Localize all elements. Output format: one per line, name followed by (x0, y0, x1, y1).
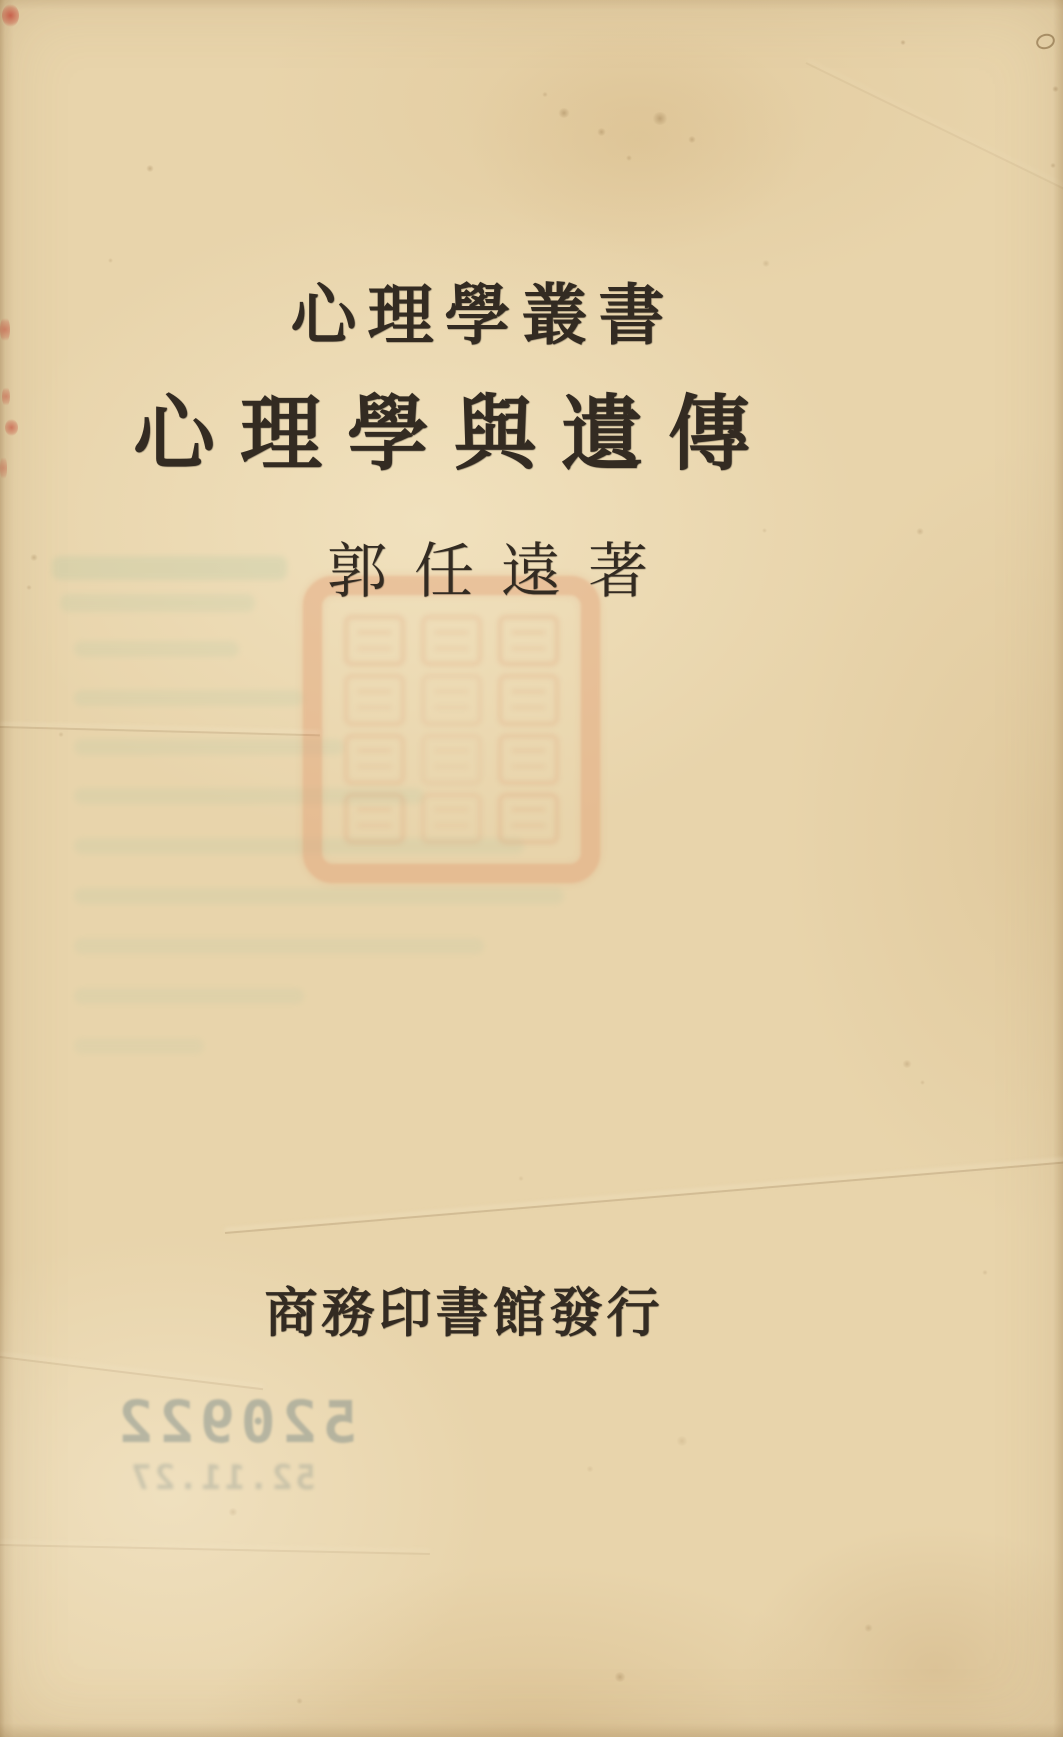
red-edge-mark (2, 4, 19, 27)
bleed-through-row (52, 556, 287, 580)
seal-script-glyphs (340, 611, 563, 848)
foxing-spot (762, 260, 770, 267)
foxing-spot (30, 554, 38, 561)
seal-glyph (421, 734, 482, 785)
series-title: 心理學叢書 (290, 280, 676, 353)
foxing-spot (542, 92, 548, 97)
foxing-spot (900, 40, 906, 45)
foxing-spot (558, 108, 570, 118)
book-title: 心理學與遺傳 (132, 389, 776, 480)
seal-glyph (421, 674, 482, 725)
foxing-spot (652, 112, 668, 125)
date-stamp-bleed: 52.11.27 (128, 1458, 316, 1498)
foxing-spot (597, 128, 606, 136)
accession-number-bleed: 520922 (112, 1388, 358, 1456)
foxing-spot (762, 528, 767, 533)
red-edge-mark (0, 316, 10, 343)
red-edge-mark (5, 419, 18, 436)
crease-line (0, 1356, 263, 1390)
seal-glyph (344, 615, 405, 666)
crease-line (0, 726, 320, 736)
foxing-spot (864, 1624, 873, 1632)
foxing-spot (26, 585, 32, 590)
bleed-through-row (74, 938, 484, 954)
seal-glyph (498, 793, 559, 844)
foxing-spot (518, 1176, 524, 1181)
bleed-through-row (74, 888, 564, 904)
foxing-spot (916, 528, 924, 535)
bleed-through-row (74, 1038, 204, 1054)
seal-glyph (421, 793, 482, 844)
foxing-spot (688, 136, 696, 143)
foxing-spot (146, 165, 154, 172)
publisher-line: 商務印書館發行 (264, 1285, 664, 1343)
bleed-through-row (74, 690, 304, 706)
foxing-spot (676, 1436, 688, 1446)
foxing-spot (902, 1060, 912, 1068)
foxing-spot (982, 1270, 988, 1275)
bleed-through-row (74, 641, 239, 657)
foxing-spot (920, 1080, 925, 1085)
red-edge-mark (2, 386, 10, 407)
red-edge-mark (0, 455, 7, 481)
seal-glyph (421, 615, 482, 666)
seal-glyph (498, 734, 559, 785)
ring-stain-mark (1034, 31, 1057, 51)
bleed-through-row (74, 988, 304, 1004)
foxing-spot (1050, 163, 1056, 168)
foxing-spot (58, 732, 64, 737)
foxing-spot (228, 1508, 238, 1516)
crease-line (0, 1544, 430, 1555)
seal-glyph (498, 615, 559, 666)
seal-glyph (344, 674, 405, 725)
foxing-spot (108, 258, 113, 263)
foxing-spot (614, 1672, 626, 1682)
library-seal (303, 576, 600, 883)
author-line: 郭任遠著 (327, 539, 675, 605)
foxing-spot (626, 155, 632, 161)
crease-line (806, 62, 1063, 195)
foxing-spot (1052, 86, 1059, 92)
foxing-spot (586, 1466, 594, 1472)
crease-line (225, 1161, 1063, 1234)
foxing-spot (296, 1698, 303, 1704)
seal-glyph (344, 734, 405, 785)
bleed-through-row (60, 594, 255, 612)
seal-glyph (344, 793, 405, 844)
seal-glyph (498, 674, 559, 725)
